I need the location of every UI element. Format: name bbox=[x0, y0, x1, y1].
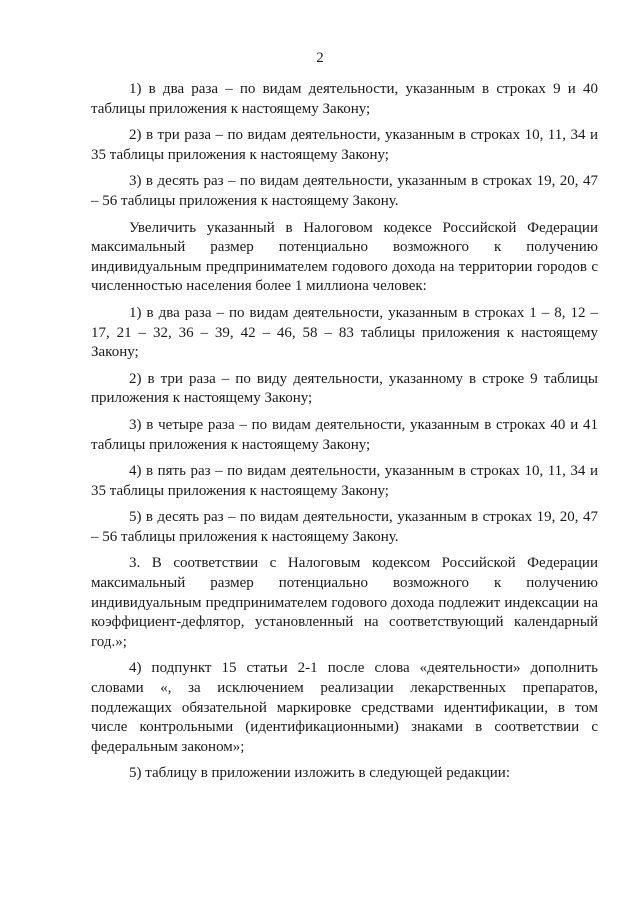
paragraph-item: 4) подпункт 15 статьи 2-1 после слова «деятельности» дополнить словами «, за исключением реализации лекарственных препаратов, подлежащих обязательной маркировке средствами идентификации, в том числе контрольными (идентификационными) знаками в соответствии с федеральным законом»; bbox=[91, 660, 598, 755]
paragraph-item: 2) в три раза – по виду деятельности, указанному в строке 9 таблицы приложения к настоящему Закону; bbox=[91, 370, 598, 407]
paragraph-item: Увеличить указанный в Налоговом кодексе Российской Федерации максимальный размер потенциально возможного к получению индивидуальным предпринимателем годового дохода на территории городов с численностью населения более 1 миллиона человек: bbox=[91, 219, 598, 295]
paragraph-item: 3. В соответствии с Налоговым кодексом Российской Федерации максимальный размер потенциально возможного к получению индивидуальным предпринимателем годового дохода подлежит индексации на коэффициент-дефлятор, установленный на соответствующий календарный год.»; bbox=[91, 555, 598, 650]
page-number: 2 bbox=[316, 50, 324, 66]
paragraph-item: 3) в четыре раза – по видам деятельности, указанным в строках 40 и 41 таблицы приложения к настоящему Закону; bbox=[91, 416, 598, 453]
paragraph-item: 5) в десять раз – по видам деятельности, указанным в строках 19, 20, 47 – 56 таблицы приложения к настоящему Закону. bbox=[91, 509, 598, 545]
paragraph-item: 1) в два раза – по видам деятельности, указанным в строках 1 – 8, 12 – 17, 21 – 32, 36 – 39, 42 – 46, 58 – 83 таблицы приложения к настоящему Закону; bbox=[91, 304, 598, 361]
paragraph-item: 5) таблицу в приложении изложить в следующей редакции: bbox=[129, 765, 510, 782]
paragraph-item: 3) в десять раз – по видам деятельности, указанным в строках 19, 20, 47 – 56 таблицы приложения к настоящему Закону. bbox=[91, 173, 598, 209]
document-body bbox=[91, 80, 598, 791]
paragraph-item: 2) в три раза – по видам деятельности, указанным в строках 10, 11, 34 и 35 таблицы приложения к настоящему Закону; bbox=[91, 127, 598, 163]
paragraph-item: 4) в пять раз – по видам деятельности, указанным в строках 10, 11, 34 и 35 таблицы приложения к настоящему Закону; bbox=[91, 463, 598, 499]
paragraph-item: 1) в два раза – по видам деятельности, указанным в строках 9 и 40 таблицы приложения к настоящему Закону; bbox=[91, 81, 598, 117]
